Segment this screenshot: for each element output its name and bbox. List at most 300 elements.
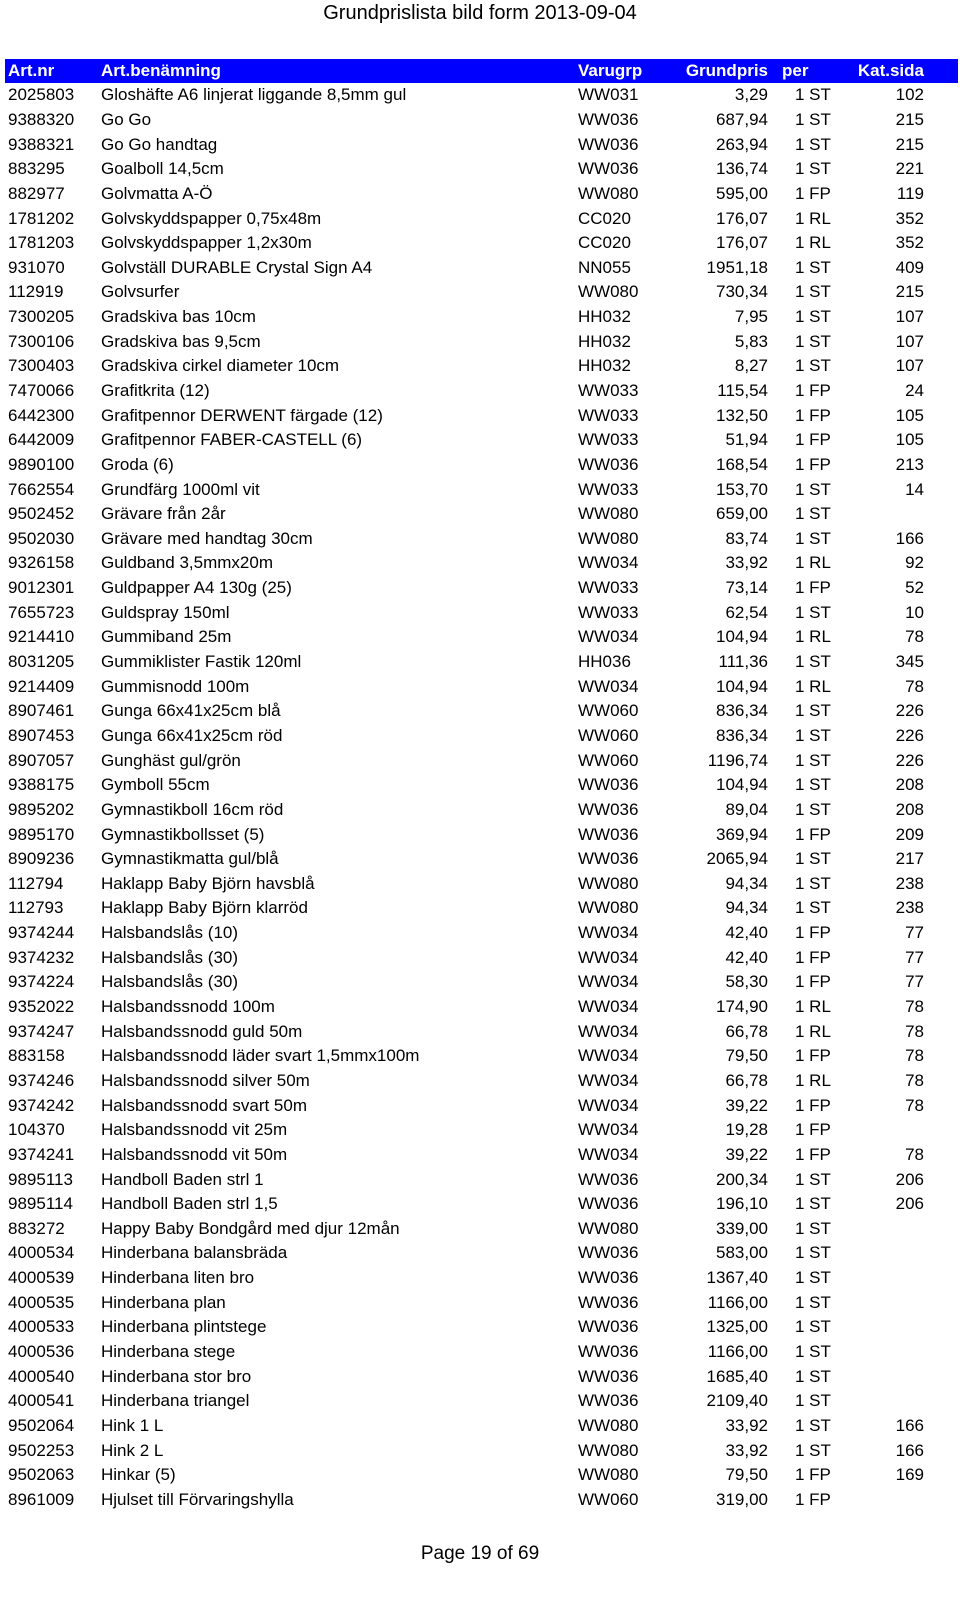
cell-per: 1 RL	[795, 1021, 831, 1041]
cell-art-nr: 883272	[8, 1218, 65, 1238]
cell-art-nr: 7470066	[8, 381, 75, 400]
cell-grundpris: 836,34	[716, 701, 768, 721]
cell-kat-sida: 206	[895, 1169, 924, 1189]
table-row	[5, 305, 958, 330]
cell-art-nr: 8031205	[8, 652, 75, 672]
table-row	[5, 995, 958, 1020]
table-row	[5, 1093, 958, 1118]
cell-varugrp: WW036	[578, 824, 639, 844]
cell-art-benamning: Gunga 66x41x25cm blå	[101, 701, 281, 721]
cell-per: 1 ST	[795, 528, 831, 548]
cell-varugrp: WW033	[578, 381, 639, 400]
table-row	[5, 1143, 958, 1168]
cell-grundpris: 79,50	[725, 1465, 768, 1485]
cell-varugrp: WW033	[578, 430, 639, 450]
cell-per: 1 ST	[795, 652, 831, 672]
table-row	[5, 329, 958, 354]
cell-kat-sida: 221	[895, 159, 924, 179]
cell-kat-sida: 107	[895, 307, 924, 327]
cell-art-benamning: Gunghäst gul/grön	[101, 750, 241, 770]
cell-varugrp: WW060	[578, 701, 639, 721]
table-row	[5, 1389, 958, 1414]
cell-varugrp: WW034	[578, 627, 639, 647]
table-row	[5, 354, 958, 379]
cell-art-nr: 6442009	[8, 430, 75, 450]
table-row	[5, 773, 958, 798]
cell-per: 1 RL	[795, 1070, 831, 1090]
table-row	[5, 1438, 958, 1463]
cell-per: 1 ST	[795, 1292, 831, 1312]
cell-art-benamning: Gummiklister Fastik 120ml	[101, 652, 302, 672]
table-row	[5, 896, 958, 921]
cell-per: 1 FP	[795, 1095, 831, 1115]
table-row	[5, 921, 958, 946]
cell-varugrp: WW036	[578, 1292, 639, 1312]
cell-varugrp: WW036	[578, 109, 639, 129]
table-row	[5, 83, 958, 108]
cell-art-nr: 104370	[8, 1120, 65, 1140]
cell-art-benamning: Golvskyddspapper 0,75x48m	[101, 208, 322, 228]
cell-grundpris: 51,94	[725, 430, 768, 450]
table-row	[5, 1044, 958, 1069]
cell-art-benamning: Guldpapper A4 130g (25)	[101, 578, 292, 598]
cell-grundpris: 132,50	[716, 405, 768, 425]
cell-grundpris: 5,83	[734, 331, 768, 351]
table-header	[5, 59, 958, 83]
cell-art-benamning: Gymboll 55cm	[101, 775, 210, 795]
cell-varugrp: WW080	[578, 528, 639, 548]
cell-kat-sida: 238	[895, 898, 924, 918]
cell-art-benamning: Hinderbana plan	[101, 1292, 226, 1312]
table-row	[5, 1364, 958, 1389]
cell-varugrp: WW031	[578, 85, 639, 105]
cell-grundpris: 196,10	[716, 1194, 768, 1214]
cell-kat-sida: 226	[895, 725, 924, 745]
cell-kat-sida: 345	[895, 652, 924, 672]
cell-varugrp: WW034	[578, 972, 639, 992]
cell-per: 1 FP	[795, 578, 831, 598]
table-row	[5, 1167, 958, 1192]
cell-art-nr: 883158	[8, 1046, 65, 1066]
cell-grundpris: 200,34	[716, 1169, 768, 1189]
cell-per: 1 FP	[795, 430, 831, 450]
cell-varugrp: HH032	[578, 307, 631, 327]
table-row	[5, 108, 958, 133]
cell-kat-sida: 209	[895, 824, 924, 844]
cell-art-nr: 8907057	[8, 750, 75, 770]
cell-art-benamning: Hinderbana triangel	[101, 1391, 250, 1411]
cell-per: 1 FP	[795, 1120, 831, 1140]
cell-art-benamning: Halsbandslås (10)	[101, 923, 239, 943]
cell-kat-sida: 352	[895, 233, 924, 253]
cell-art-nr: 9895170	[8, 824, 75, 844]
cell-art-benamning: Go Go	[101, 109, 152, 129]
cell-varugrp: WW080	[578, 1465, 639, 1485]
cell-art-benamning: Halsbandssnodd guld 50m	[101, 1021, 303, 1041]
cell-per: 1 ST	[795, 1366, 831, 1386]
cell-grundpris: 730,34	[716, 282, 768, 302]
cell-art-benamning: Gummisnodd 100m	[101, 676, 250, 696]
cell-art-nr: 7300403	[8, 356, 75, 376]
cell-kat-sida: 77	[905, 923, 924, 943]
cell-art-nr: 9374246	[8, 1070, 75, 1090]
cell-varugrp: CC020	[578, 208, 631, 228]
cell-art-benamning: Haklapp Baby Björn klarröd	[101, 898, 308, 918]
cell-art-benamning: Hinderbana stor bro	[101, 1366, 252, 1386]
cell-grundpris: 33,92	[725, 1440, 768, 1460]
cell-art-benamning: Haklapp Baby Björn havsblå	[101, 873, 315, 893]
cell-art-nr: 9388320	[8, 109, 75, 129]
cell-grundpris: 79,50	[725, 1046, 768, 1066]
cell-per: 1 ST	[795, 85, 831, 105]
table-row	[5, 1414, 958, 1439]
cell-art-nr: 8961009	[8, 1489, 75, 1509]
cell-per: 1 FP	[795, 1046, 831, 1066]
table-row	[5, 1290, 958, 1315]
cell-art-benamning: Gymnastikbollsset (5)	[101, 824, 265, 844]
table-row	[5, 798, 958, 823]
page-footer: Page 19 of 69	[420, 1543, 540, 1564]
cell-art-benamning: Halsbandssnodd vit 50m	[101, 1144, 288, 1164]
table-row	[5, 970, 958, 995]
cell-grundpris: 176,07	[716, 233, 768, 253]
cell-art-nr: 6442300	[8, 405, 75, 425]
cell-varugrp: WW036	[578, 159, 639, 179]
cell-grundpris: 136,74	[716, 159, 768, 179]
cell-grundpris: 83,74	[725, 528, 768, 548]
cell-grundpris: 66,78	[725, 1021, 768, 1041]
table-row	[5, 182, 958, 207]
cell-art-benamning: Guldspray 150ml	[101, 602, 230, 622]
cell-per: 1 ST	[795, 1218, 831, 1238]
cell-varugrp: WW036	[578, 775, 639, 795]
cell-art-nr: 1781203	[8, 233, 75, 253]
cell-art-nr: 1781202	[8, 208, 75, 228]
price-table	[5, 59, 958, 1512]
cell-per: 1 ST	[795, 725, 831, 745]
table-row	[5, 379, 958, 404]
cell-grundpris: 8,27	[734, 356, 768, 376]
cell-kat-sida: 166	[895, 1415, 924, 1435]
cell-art-nr: 4000540	[8, 1366, 75, 1386]
cell-grundpris: 42,40	[725, 923, 768, 943]
cell-per: 1 ST	[795, 1391, 831, 1411]
cell-grundpris: 1196,74	[707, 750, 768, 770]
cell-per: 1 FP	[795, 947, 831, 967]
table-row	[5, 132, 958, 157]
cell-varugrp: WW034	[578, 1021, 639, 1041]
cell-varugrp: WW034	[578, 1046, 639, 1066]
cell-art-benamning: Halsbandssnodd 100m	[101, 997, 275, 1017]
cell-grundpris: 7,95	[734, 307, 768, 327]
cell-art-benamning: Hinkar (5)	[101, 1465, 176, 1485]
cell-per: 1 ST	[795, 775, 831, 795]
table-row	[5, 625, 958, 650]
cell-art-nr: 4000536	[8, 1341, 75, 1361]
cell-grundpris: 39,22	[725, 1144, 768, 1164]
cell-grundpris: 1367,40	[706, 1268, 768, 1288]
cell-art-nr: 9012301	[8, 578, 75, 598]
cell-art-benamning: Halsbandslås (30)	[101, 947, 239, 967]
cell-art-nr: 4000535	[8, 1292, 75, 1312]
table-row	[5, 1216, 958, 1241]
cell-art-benamning: Go Go handtag	[101, 134, 218, 154]
cell-art-nr: 9374232	[8, 947, 75, 967]
cell-art-benamning: Golvskyddspapper 1,2x30m	[101, 233, 312, 253]
cell-kat-sida: 78	[905, 997, 924, 1017]
cell-per: 1 ST	[795, 1194, 831, 1214]
cell-kat-sida: 78	[905, 1144, 924, 1164]
cell-kat-sida: 215	[895, 109, 924, 129]
cell-art-nr: 112793	[8, 898, 64, 918]
cell-per: 1 ST	[795, 479, 831, 499]
header-art-nr: Art.nr	[8, 61, 55, 80]
table-row	[5, 157, 958, 182]
table-row	[5, 502, 958, 527]
cell-art-nr: 9890100	[8, 454, 75, 474]
cell-art-nr: 8907453	[8, 725, 75, 745]
cell-per: 1 FP	[795, 1489, 831, 1509]
cell-art-benamning: Guldband 3,5mmx20m	[101, 553, 273, 573]
cell-varugrp: WW036	[578, 799, 639, 819]
cell-per: 1 FP	[795, 1144, 831, 1164]
cell-art-nr: 4000539	[8, 1268, 75, 1288]
cell-per: 1 FP	[795, 923, 831, 943]
cell-art-benamning: Gymnastikmatta gul/blå	[101, 849, 279, 869]
cell-grundpris: 659,00	[716, 504, 768, 524]
cell-varugrp: WW036	[578, 454, 639, 474]
cell-art-nr: 9388175	[8, 775, 75, 795]
cell-kat-sida: 208	[895, 799, 924, 819]
cell-art-nr: 931070	[8, 257, 65, 277]
cell-per: 1 ST	[795, 109, 831, 129]
cell-art-benamning: Hjulset till Förvaringshylla	[101, 1489, 294, 1509]
cell-art-benamning: Gunga 66x41x25cm röd	[101, 725, 283, 745]
cell-kat-sida: 238	[895, 873, 924, 893]
cell-varugrp: WW036	[578, 1366, 639, 1386]
cell-grundpris: 58,30	[725, 972, 768, 992]
table-row	[5, 1266, 958, 1291]
cell-grundpris: 339,00	[716, 1218, 768, 1238]
table-row	[5, 724, 958, 749]
cell-art-benamning: Gradskiva bas 10cm	[101, 307, 256, 327]
table-row	[5, 600, 958, 625]
cell-per: 1 ST	[795, 504, 831, 524]
table-row	[5, 650, 958, 675]
header-art-benamning: Art.benämning	[101, 61, 221, 80]
cell-kat-sida: 409	[895, 257, 924, 277]
header-kat-sida: Kat.sida	[857, 61, 924, 80]
cell-grundpris: 42,40	[725, 947, 768, 967]
cell-art-nr: 9502253	[8, 1440, 75, 1460]
cell-art-benamning: Gloshäfte A6 linjerat liggande 8,5mm gul	[101, 85, 407, 105]
cell-per: 1 ST	[795, 1317, 831, 1337]
cell-art-nr: 9214410	[8, 627, 75, 647]
cell-grundpris: 104,94	[716, 775, 768, 795]
cell-varugrp: WW080	[578, 873, 639, 893]
cell-per: 1 FP	[795, 1465, 831, 1485]
cell-per: 1 FP	[795, 824, 831, 844]
cell-varugrp: HH036	[578, 652, 631, 672]
cell-art-nr: 9502030	[8, 528, 75, 548]
cell-art-benamning: Goalboll 14,5cm	[101, 159, 224, 179]
cell-per: 1 FP	[795, 972, 831, 992]
table-row	[5, 231, 958, 256]
cell-per: 1 ST	[795, 134, 831, 154]
cell-per: 1 ST	[795, 849, 831, 869]
cell-grundpris: 115,54	[717, 381, 768, 400]
cell-kat-sida: 105	[895, 430, 924, 450]
cell-art-benamning: Hinderbana plintstege	[101, 1317, 267, 1337]
cell-varugrp: WW034	[578, 1144, 639, 1164]
cell-grundpris: 583,00	[716, 1243, 768, 1263]
cell-varugrp: WW080	[578, 504, 639, 524]
cell-art-benamning: Grafitkrita (12)	[101, 381, 210, 400]
cell-kat-sida: 226	[895, 701, 924, 721]
cell-varugrp: WW034	[578, 947, 639, 967]
cell-grundpris: 836,34	[716, 725, 768, 745]
cell-varugrp: WW034	[578, 553, 639, 573]
table-row	[5, 576, 958, 601]
cell-grundpris: 111,36	[718, 652, 768, 672]
table-row	[5, 551, 958, 576]
cell-varugrp: WW033	[578, 602, 639, 622]
cell-per: 1 ST	[795, 1341, 831, 1361]
cell-art-nr: 9374224	[8, 972, 75, 992]
cell-kat-sida: 77	[905, 947, 924, 967]
cell-kat-sida: 52	[905, 578, 924, 598]
page-title: Grundprislista bild form 2013-09-04	[323, 2, 637, 24]
cell-varugrp: WW080	[578, 898, 639, 918]
cell-grundpris: 1325,00	[706, 1317, 768, 1337]
cell-kat-sida: 102	[895, 85, 924, 105]
cell-grundpris: 104,94	[716, 676, 768, 696]
cell-varugrp: HH032	[578, 356, 631, 376]
cell-art-benamning: Halsbandslås (30)	[101, 972, 239, 992]
cell-varugrp: WW080	[578, 1415, 639, 1435]
cell-art-nr: 9895114	[8, 1194, 73, 1214]
table-row	[5, 453, 958, 478]
cell-grundpris: 39,22	[725, 1095, 768, 1115]
cell-kat-sida: 208	[895, 775, 924, 795]
table-row	[5, 1118, 958, 1143]
cell-per: 1 RL	[795, 553, 831, 573]
cell-grundpris: 66,78	[725, 1070, 768, 1090]
cell-varugrp: HH032	[578, 331, 631, 351]
table-row	[5, 748, 958, 773]
cell-per: 1 FP	[795, 405, 831, 425]
cell-varugrp: WW033	[578, 578, 639, 598]
cell-per: 1 ST	[795, 1415, 831, 1435]
cell-art-nr: 7300106	[8, 331, 75, 351]
cell-varugrp: CC020	[578, 233, 631, 253]
cell-grundpris: 319,00	[716, 1489, 768, 1509]
cell-art-benamning: Golvmatta A-Ö	[101, 183, 213, 203]
cell-varugrp: WW033	[578, 479, 639, 499]
cell-art-nr: 9895113	[8, 1169, 73, 1189]
cell-varugrp: WW036	[578, 1341, 639, 1361]
cell-varugrp: WW033	[578, 405, 639, 425]
table-row	[5, 1315, 958, 1340]
cell-kat-sida: 215	[895, 134, 924, 154]
cell-art-nr: 9502452	[8, 504, 75, 524]
cell-varugrp: WW060	[578, 750, 639, 770]
cell-per: 1 RL	[795, 676, 831, 696]
cell-varugrp: WW036	[578, 1268, 639, 1288]
table-row	[5, 847, 958, 872]
cell-art-benamning: Gymnastikboll 16cm röd	[101, 799, 284, 819]
cell-grundpris: 33,92	[725, 553, 768, 573]
cell-kat-sida: 78	[905, 627, 924, 647]
cell-per: 1 RL	[795, 208, 831, 228]
cell-grundpris: 94,34	[725, 898, 768, 918]
cell-per: 1 ST	[795, 331, 831, 351]
cell-art-benamning: Halsbandssnodd svart 50m	[101, 1095, 308, 1115]
cell-art-nr: 8909236	[8, 849, 75, 869]
cell-per: 1 FP	[795, 183, 831, 203]
cell-grundpris: 104,94	[716, 627, 768, 647]
cell-varugrp: NN055	[578, 257, 631, 277]
cell-art-nr: 882977	[8, 183, 65, 203]
table-row	[5, 280, 958, 305]
cell-per: 1 ST	[795, 1268, 831, 1288]
cell-art-nr: 7300205	[8, 307, 75, 327]
cell-varugrp: WW080	[578, 1218, 639, 1238]
cell-per: 1 ST	[795, 701, 831, 721]
cell-varugrp: WW036	[578, 849, 639, 869]
cell-per: 1 ST	[795, 257, 831, 277]
table-row	[5, 945, 958, 970]
cell-varugrp: WW036	[578, 1317, 639, 1337]
cell-grundpris: 94,34	[725, 873, 768, 893]
cell-kat-sida: 14	[905, 479, 924, 499]
cell-varugrp: WW036	[578, 1194, 639, 1214]
cell-per: 1 RL	[795, 233, 831, 253]
table-row	[5, 206, 958, 231]
cell-art-benamning: Hinderbana balansbräda	[101, 1243, 288, 1263]
cell-per: 1 ST	[795, 159, 831, 179]
cell-varugrp: WW034	[578, 1070, 639, 1090]
cell-kat-sida: 169	[895, 1465, 924, 1485]
cell-art-nr: 9214409	[8, 676, 75, 696]
table-row	[5, 1488, 958, 1513]
cell-art-nr: 9374242	[8, 1095, 75, 1115]
cell-art-benamning: Grafitpennor FABER-CASTELL (6)	[101, 430, 363, 450]
cell-art-nr: 7662554	[8, 479, 75, 499]
cell-art-benamning: Groda (6)	[101, 454, 174, 474]
cell-art-nr: 9895202	[8, 799, 75, 819]
cell-kat-sida: 352	[895, 208, 924, 228]
cell-grundpris: 19,28	[725, 1120, 768, 1140]
cell-kat-sida: 10	[905, 602, 924, 622]
cell-art-nr: 112919	[8, 282, 64, 302]
cell-art-benamning: Golvställ DURABLE Crystal Sign A4	[101, 257, 373, 277]
cell-art-nr: 112794	[8, 873, 64, 893]
cell-grundpris: 176,07	[716, 208, 768, 228]
table-row	[5, 872, 958, 897]
cell-art-benamning: Grafitpennor DERWENT färgade (12)	[101, 405, 383, 425]
cell-grundpris: 89,04	[725, 799, 768, 819]
table-row	[5, 403, 958, 428]
cell-kat-sida: 78	[905, 1021, 924, 1041]
table-row	[5, 1019, 958, 1044]
cell-art-nr: 8907461	[8, 701, 75, 721]
cell-varugrp: WW034	[578, 997, 639, 1017]
cell-kat-sida: 78	[905, 1046, 924, 1066]
cell-per: 1 ST	[795, 356, 831, 376]
cell-varugrp: WW034	[578, 1095, 639, 1115]
cell-varugrp: WW036	[578, 134, 639, 154]
